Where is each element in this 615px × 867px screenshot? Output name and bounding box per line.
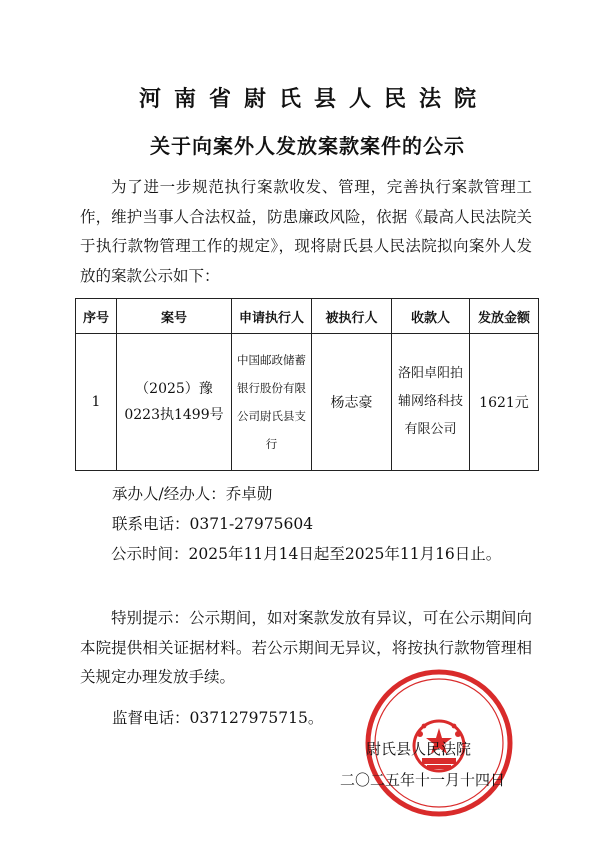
cell-amount: 1621元: [470, 334, 539, 471]
table-row: [76, 334, 539, 471]
cell-payee: 洛阳卓阳拍辅网络科技有限公司: [392, 334, 470, 471]
supervision-phone: 监督电话：037127975715。: [112, 709, 324, 727]
period-paragraph: 公示时间：2025年11月14日起至2025年11月16日止。: [111, 545, 502, 563]
cell-respondent: 杨志豪: [312, 334, 392, 471]
header-respondent: 被执行人: [312, 299, 392, 334]
header-case-no: 案号: [117, 299, 232, 334]
signature-date: 二〇二五年十一月十四日: [340, 771, 506, 789]
handler-line: 承办人/经办人：乔卓勋: [112, 485, 273, 503]
signature-org: 尉氏县人民法院: [366, 740, 472, 758]
cell-case-no: （2025）豫0223执1499号: [117, 334, 232, 471]
cell-no: 1: [76, 334, 117, 471]
intro-paragraph: 为了进一步规范执行案款收发、管理，完善执行案款管理工作，维护当事人合法权益，防患廉政风险，依据《最高人民法院关于执行款物管理工作的规定》，现将尉氏县人民法院拟向案外人发放的案款公示如下：: [80, 178, 532, 285]
notice-title: 关于向案外人发放案款案件的公示: [150, 134, 465, 158]
header-amount: 发放金额: [470, 299, 539, 334]
case-table: [75, 298, 539, 471]
court-name: 河南省尉氏县人民法院: [138, 87, 489, 112]
cell-applicant: 中国邮政储蓄银行股份有限公司尉氏县支行: [232, 334, 312, 471]
table-header-row: [76, 299, 539, 334]
header-no: 序号: [76, 299, 117, 334]
special-notice-paragraph: 特别提示：公示期间，如对案款发放有异议，可在公示期间向本院提供相关证据材料。若公示期间无异议，将按执行款物管理相关规定办理发放手续。: [80, 609, 532, 686]
header-applicant: 申请执行人: [232, 299, 312, 334]
header-payee: 收款人: [392, 299, 470, 334]
phone-line: 联系电话：0371-27975604: [112, 515, 314, 533]
